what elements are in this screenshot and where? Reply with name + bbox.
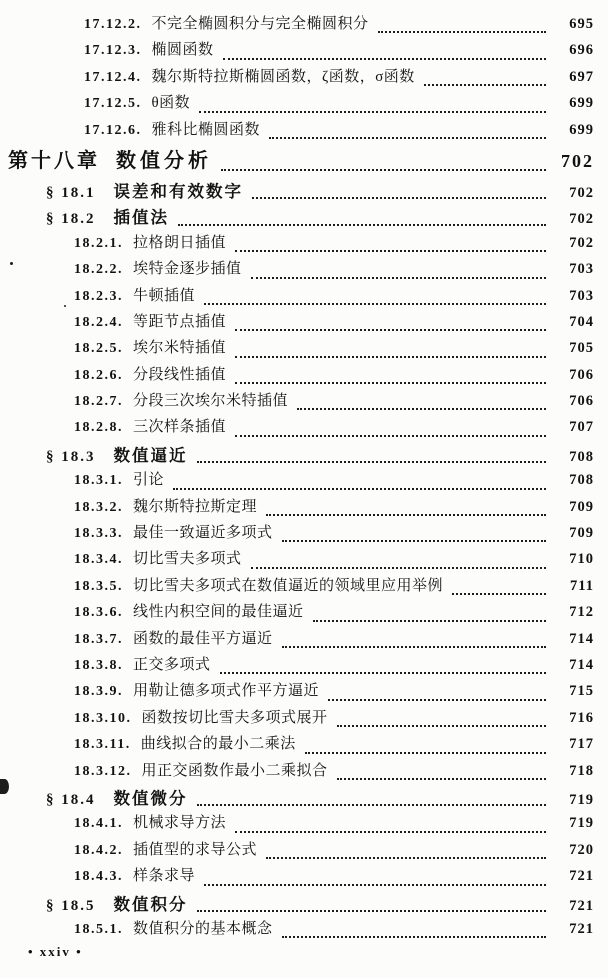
dot-leader <box>204 864 546 885</box>
entry-title: 数值微分 <box>113 788 188 808</box>
toc-entry-row <box>0 600 608 626</box>
toc-entry-row <box>0 118 608 144</box>
page-number: 721 <box>569 920 594 937</box>
page-number: 709 <box>569 498 594 515</box>
entry-number: 18.3.2. <box>74 499 123 515</box>
toc-entry-row <box>0 811 608 837</box>
dot-leader <box>199 91 546 112</box>
dot-leader <box>235 415 546 436</box>
dot-leader <box>282 521 546 542</box>
page-number: 712 <box>569 604 594 621</box>
toc-entry-row <box>0 521 608 547</box>
entry-title: 用勒让德多项式作平方逼近 <box>133 683 320 700</box>
entry-number: 18.3.8. <box>74 657 123 673</box>
dot-leader <box>266 838 546 859</box>
entry-title: 函数的最佳平方逼近 <box>133 630 273 647</box>
entry-title: 插值法 <box>113 208 169 228</box>
toc-entry-row <box>0 38 608 64</box>
entry-number: 18.3.9. <box>74 684 123 700</box>
entry-title: 线性内积空间的最佳逼近 <box>133 604 304 621</box>
dot-leader <box>337 759 546 780</box>
entry-number: § 18.1 <box>46 184 96 201</box>
entry-title: 数值分析 <box>116 149 212 172</box>
entry-number: 18.4.3. <box>74 869 123 885</box>
entry-number: 18.3.3. <box>74 526 123 542</box>
entry-number: 18.3.12. <box>74 763 132 779</box>
dot-leader <box>328 679 546 700</box>
page-number: 719 <box>569 791 594 808</box>
dot-leader <box>378 12 546 33</box>
table-of-contents <box>0 12 608 943</box>
entry-number: 18.3.10. <box>74 710 132 726</box>
dot-leader <box>197 442 547 463</box>
entry-number: 18.5.1. <box>74 921 123 937</box>
toc-entry-row <box>0 838 608 864</box>
entry-title: 埃特金逐步插值 <box>133 261 242 278</box>
toc-entry-row <box>0 864 608 890</box>
entry-title: 魏尔斯特拉斯椭圆函数，ζ函数，σ函数 <box>151 68 415 85</box>
entry-title: 正交多项式 <box>133 656 211 673</box>
page-number: 703 <box>569 287 594 304</box>
page-number: 714 <box>569 656 594 673</box>
entry-number: 18.3.11. <box>74 737 131 753</box>
entry-title: 样条求导 <box>133 868 196 885</box>
dot-leader <box>269 118 546 139</box>
entry-number: 18.2.1. <box>74 235 123 251</box>
entry-number: § 18.5 <box>46 897 96 914</box>
entry-number: 18.2.2. <box>74 262 123 278</box>
page-number: 708 <box>569 448 594 465</box>
toc-entry-row <box>0 257 608 283</box>
dot-leader <box>235 336 546 357</box>
page-number: 716 <box>569 709 594 726</box>
toc-section-row <box>0 891 608 917</box>
entry-title: 误差和有效数字 <box>113 181 243 201</box>
page-number: 704 <box>569 313 594 330</box>
entry-number: 18.2.4. <box>74 314 123 330</box>
dot-leader <box>452 574 546 595</box>
page-number: 721 <box>569 897 594 914</box>
page-number: 703 <box>569 261 594 278</box>
page-number: 714 <box>569 630 594 647</box>
toc-entry-row <box>0 363 608 389</box>
toc-entry-row <box>0 65 608 91</box>
page-number: 702 <box>569 184 594 201</box>
scan-speck <box>64 305 66 307</box>
toc-entry-row <box>0 917 608 943</box>
dot-leader <box>251 547 546 568</box>
entry-number: 17.12.2. <box>84 17 142 32</box>
toc-section-row <box>0 204 608 230</box>
entry-number: 第十八章 <box>8 149 100 172</box>
page-number: 705 <box>569 340 594 357</box>
page-number: 702 <box>561 150 594 171</box>
entry-number: 18.2.6. <box>74 367 123 383</box>
dot-leader <box>197 785 547 806</box>
entry-title: 魏尔斯特拉斯定理 <box>133 498 258 515</box>
entry-number: 17.12.4. <box>84 69 142 85</box>
dot-leader <box>282 627 546 648</box>
dot-leader <box>235 231 546 252</box>
page-number: 696 <box>569 42 594 59</box>
entry-number: 18.4.1. <box>74 816 123 832</box>
page-number: 717 <box>569 736 594 753</box>
dot-leader <box>235 310 546 331</box>
toc-entry-row <box>0 547 608 573</box>
entry-title: 切比雪夫多项式在数值逼近的领域里应用举例 <box>133 577 444 594</box>
entry-title: 机械求导方法 <box>133 815 227 832</box>
entry-title: 切比雪夫多项式 <box>133 551 242 568</box>
dot-leader <box>178 204 546 225</box>
toc-entry-row <box>0 495 608 521</box>
dot-leader <box>424 65 546 86</box>
entry-title: 曲线拟合的最小二乘法 <box>140 736 296 753</box>
dot-leader <box>223 38 546 59</box>
page-number: 720 <box>569 841 594 858</box>
toc-entry-row <box>0 284 608 310</box>
page-number: 707 <box>569 419 594 436</box>
dot-leader <box>266 495 546 516</box>
toc-chapter-row <box>0 144 608 178</box>
page-number: 695 <box>569 16 594 32</box>
entry-number: 18.2.3. <box>74 288 123 304</box>
toc-entry-row <box>0 627 608 653</box>
entry-title: 埃尔米特插值 <box>133 340 227 357</box>
entry-number: § 18.2 <box>46 211 96 228</box>
scan-speck <box>10 262 13 265</box>
toc-entry-row <box>0 732 608 758</box>
entry-title: 数值积分 <box>113 894 188 914</box>
entry-number: 18.3.7. <box>74 631 123 647</box>
page-number: 710 <box>569 551 594 568</box>
entry-title: 引论 <box>133 472 165 489</box>
dot-leader <box>220 653 546 674</box>
dot-leader <box>221 144 546 171</box>
entry-title: 用正交函数作最小二乘拟合 <box>141 762 328 779</box>
toc-section-row <box>0 785 608 811</box>
entry-number: 17.12.6. <box>84 122 142 138</box>
dot-leader <box>337 706 546 727</box>
toc-entry-row <box>0 706 608 732</box>
entry-title: 不完全椭圆积分与完全椭圆积分 <box>151 16 369 32</box>
entry-number: 17.12.5. <box>84 96 142 112</box>
entry-title: θ函数 <box>151 95 191 112</box>
toc-entry-row <box>0 574 608 600</box>
toc-entry-row <box>0 336 608 362</box>
entry-title: 分段三次埃尔米特插值 <box>133 393 289 410</box>
entry-number: § 18.4 <box>46 791 96 808</box>
entry-title: 牛顿插值 <box>133 287 196 304</box>
page-number: 699 <box>569 95 594 112</box>
toc-entry-row <box>0 653 608 679</box>
toc-entry-row <box>0 679 608 705</box>
page-number: 702 <box>569 211 594 228</box>
toc-section-row <box>0 442 608 468</box>
entry-title: 最佳一致逼近多项式 <box>133 525 273 542</box>
toc-entry-row <box>0 389 608 415</box>
page-number: 699 <box>569 121 594 138</box>
entry-number: 18.4.2. <box>74 842 123 858</box>
page-number: 708 <box>569 472 594 489</box>
entry-number: 18.2.8. <box>74 420 123 436</box>
entry-number: 18.3.6. <box>74 605 123 621</box>
page-number: 711 <box>570 577 594 594</box>
toc-section-row <box>0 178 608 204</box>
page-number: 718 <box>569 762 594 779</box>
page-number: 709 <box>569 525 594 542</box>
dot-leader <box>313 600 546 621</box>
dot-leader <box>235 811 546 832</box>
dot-leader <box>252 178 546 199</box>
dot-leader <box>251 257 546 278</box>
page-number: 702 <box>569 234 594 251</box>
page-number: 719 <box>569 815 594 832</box>
page-number: 706 <box>569 366 594 383</box>
dot-leader <box>282 917 546 938</box>
entry-title: 数值逼近 <box>113 445 188 465</box>
entry-title: 拉格朗日插值 <box>133 234 227 251</box>
entry-number: 18.3.5. <box>74 578 123 594</box>
entry-title: 椭圆函数 <box>151 42 214 59</box>
entry-title: 插值型的求导公式 <box>133 841 258 858</box>
entry-title: 分段线性插值 <box>133 366 227 383</box>
dot-leader <box>305 732 546 753</box>
toc-entry-row <box>0 91 608 117</box>
page-number: 715 <box>569 683 594 700</box>
page-number: 721 <box>569 868 594 885</box>
entry-title: 三次样条插值 <box>133 419 227 436</box>
dot-leader <box>173 468 546 489</box>
entry-number: 17.12.3. <box>84 43 142 59</box>
page-footer-roman-numeral: • xxiv • <box>28 944 83 959</box>
dot-leader <box>235 363 546 384</box>
toc-entry-row <box>0 415 608 441</box>
page-number: 697 <box>569 68 594 85</box>
dot-leader <box>204 284 546 305</box>
dot-leader <box>297 389 546 410</box>
entry-title: 雅科比椭圆函数 <box>151 121 261 138</box>
entry-title: 等距节点插值 <box>133 313 227 330</box>
toc-entry-row <box>0 231 608 257</box>
entry-number: 18.3.1. <box>74 473 123 489</box>
toc-entry-row <box>0 759 608 785</box>
entry-title: 函数按切比雪夫多项式展开 <box>141 709 328 726</box>
entry-number: 18.2.5. <box>74 341 123 357</box>
scan-speck <box>0 779 9 794</box>
toc-entry-row <box>0 12 608 38</box>
toc-entry-row <box>0 310 608 336</box>
entry-number: § 18.3 <box>46 448 96 465</box>
toc-entry-row <box>0 468 608 494</box>
entry-title: 数值积分的基本概念 <box>133 920 273 937</box>
dot-leader <box>197 891 547 912</box>
entry-number: 18.2.7. <box>74 394 123 410</box>
page-number: 706 <box>569 393 594 410</box>
entry-number: 18.3.4. <box>74 552 123 568</box>
